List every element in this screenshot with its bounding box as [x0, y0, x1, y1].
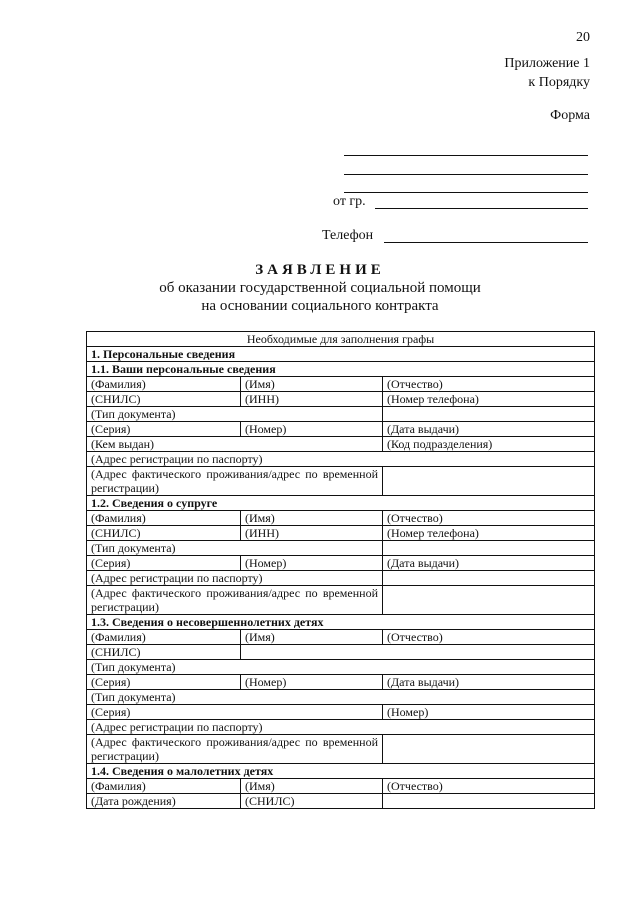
document-subtitle-1: об оказании государственной социальной помощи [159, 280, 481, 296]
birth-date-cell[interactable]: (Дата рождения) [87, 794, 241, 809]
empty-cell[interactable] [383, 586, 595, 615]
actual-address-cell[interactable]: (Адрес фактического проживания/адрес по временной регистрации) [87, 586, 383, 615]
phone-cell[interactable]: (Номер телефона) [383, 526, 595, 541]
doc-type-cell[interactable]: (Тип документа) [87, 541, 383, 556]
phone-label: Телефон [322, 228, 374, 243]
appendix-line-2: к Порядку [528, 75, 590, 90]
phone-cell[interactable]: (Номер телефона) [383, 392, 595, 407]
patronymic-cell[interactable]: (Отчество) [383, 511, 595, 526]
from-field[interactable] [375, 208, 588, 209]
section-1-4-heading: 1.4. Сведения о малолетних детях [87, 764, 595, 779]
reg-address-cell[interactable]: (Адрес регистрации по паспорту) [87, 720, 595, 735]
addressee-line-2[interactable] [344, 174, 588, 175]
surname-cell[interactable]: (Фамилия) [87, 377, 241, 392]
series-cell[interactable]: (Серия) [87, 705, 383, 720]
inn-cell[interactable]: (ИНН) [241, 526, 383, 541]
number-cell[interactable]: (Номер) [241, 422, 383, 437]
surname-cell[interactable]: (Фамилия) [87, 779, 241, 794]
reg-address-cell[interactable]: (Адрес регистрации по паспорту) [87, 452, 595, 467]
surname-cell[interactable]: (Фамилия) [87, 511, 241, 526]
issue-date-cell[interactable]: (Дата выдачи) [383, 422, 595, 437]
empty-cell[interactable] [383, 571, 595, 586]
issue-date-cell[interactable]: (Дата выдачи) [383, 675, 595, 690]
number-cell[interactable]: (Номер) [241, 556, 383, 571]
reg-address-cell[interactable]: (Адрес регистрации по паспорту) [87, 571, 383, 586]
snils-cell[interactable]: (СНИЛС) [87, 645, 241, 660]
section-1-2-heading: 1.2. Сведения о супруге [87, 496, 595, 511]
phone-field[interactable] [384, 242, 588, 243]
empty-cell[interactable] [383, 794, 595, 809]
actual-address-cell[interactable]: (Адрес фактического проживания/адрес по временной регистрации) [87, 735, 383, 764]
name-cell[interactable]: (Имя) [241, 630, 383, 645]
name-cell[interactable]: (Имя) [241, 377, 383, 392]
issue-date-cell[interactable]: (Дата выдачи) [383, 556, 595, 571]
application-form-table [86, 331, 595, 809]
issued-by-cell[interactable]: (Кем выдан) [87, 437, 383, 452]
document-subtitle-2: на основании социального контракта [201, 298, 439, 314]
actual-address-cell[interactable]: (Адрес фактического проживания/адрес по временной регистрации) [87, 467, 383, 496]
snils-cell[interactable]: (СНИЛС) [241, 794, 383, 809]
doc-type-cell[interactable]: (Тип документа) [87, 690, 595, 705]
patronymic-cell[interactable]: (Отчество) [383, 630, 595, 645]
section-1-3-heading: 1.3. Сведения о несовершеннолетних детях [87, 615, 595, 630]
patronymic-cell[interactable]: (Отчество) [383, 377, 595, 392]
section-1-1-heading: 1.1. Ваши персональные сведения [87, 362, 595, 377]
name-cell[interactable]: (Имя) [241, 779, 383, 794]
series-cell[interactable]: (Серия) [87, 422, 241, 437]
surname-cell[interactable]: (Фамилия) [87, 630, 241, 645]
number-cell[interactable]: (Номер) [383, 705, 595, 720]
form-label: Форма [550, 108, 590, 123]
number-cell[interactable]: (Номер) [241, 675, 383, 690]
name-cell[interactable]: (Имя) [241, 511, 383, 526]
appendix-label [504, 54, 590, 92]
snils-cell[interactable]: (СНИЛС) [87, 526, 241, 541]
addressee-line-1[interactable] [344, 155, 588, 156]
empty-cell[interactable] [383, 407, 595, 422]
empty-cell[interactable] [383, 467, 595, 496]
snils-cell[interactable]: (СНИЛС) [87, 392, 241, 407]
from-label: от гр. [333, 194, 366, 209]
addressee-line-3[interactable] [344, 192, 588, 193]
empty-cell[interactable] [241, 645, 595, 660]
section-1-heading: 1. Персональные сведения [87, 347, 595, 362]
page-number: 20 [576, 30, 590, 45]
empty-cell[interactable] [383, 541, 595, 556]
doc-type-cell[interactable]: (Тип документа) [87, 660, 595, 675]
division-code-cell[interactable]: (Код подразделения) [383, 437, 595, 452]
document-title: ЗАЯВЛЕНИЕ [255, 262, 385, 278]
doc-type-cell[interactable]: (Тип документа) [87, 407, 383, 422]
series-cell[interactable]: (Серия) [87, 556, 241, 571]
appendix-line-1: Приложение 1 [504, 56, 590, 71]
table-header: Необходимые для заполнения графы [87, 332, 595, 347]
inn-cell[interactable]: (ИНН) [241, 392, 383, 407]
patronymic-cell[interactable]: (Отчество) [383, 779, 595, 794]
empty-cell[interactable] [383, 735, 595, 764]
series-cell[interactable]: (Серия) [87, 675, 241, 690]
